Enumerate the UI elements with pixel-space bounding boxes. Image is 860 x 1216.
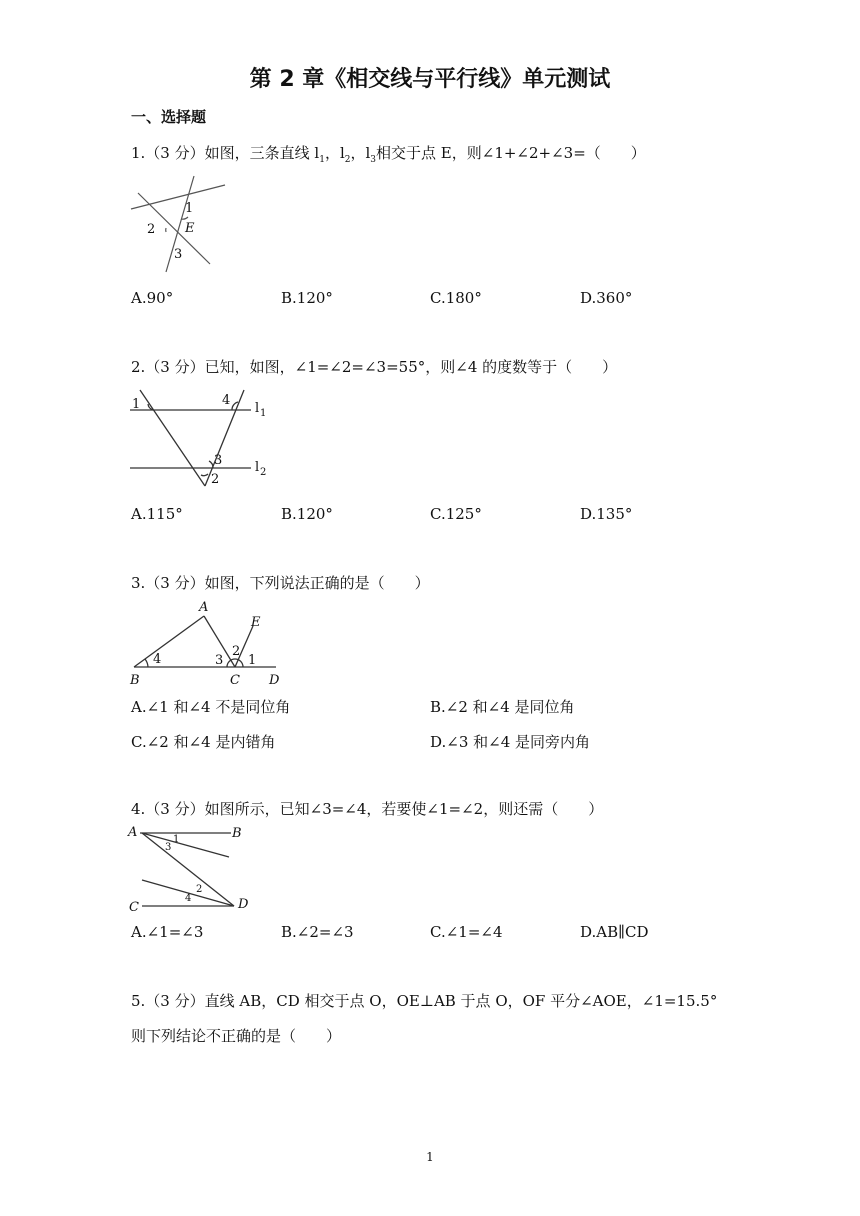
label-angle-1: 1 bbox=[132, 397, 141, 412]
question-1-figure bbox=[128, 172, 228, 272]
label-point-c: C bbox=[230, 673, 240, 688]
angle-arc-4 bbox=[145, 659, 148, 667]
segment-ba bbox=[134, 616, 204, 667]
ray-from-a bbox=[142, 833, 229, 857]
question-4-option-a[interactable]: A.∠1=∠3 bbox=[131, 923, 204, 941]
question-2-option-d[interactable]: D.135° bbox=[580, 505, 633, 523]
label-angle-2: 2 bbox=[211, 472, 220, 487]
label-angle-4: 4 bbox=[222, 393, 231, 408]
question-2-stem: 2.（3 分）已知，如图，∠1=∠2=∠3=55°，则∠4 的度数等于（ ） bbox=[131, 358, 618, 376]
question-5-stem-line-1: 5.（3 分）直线 AB，CD 相交于点 O，OE⊥AB 于点 O，OF 平分∠AOE，∠1=15.5° bbox=[131, 992, 718, 1010]
label-point-d: D bbox=[269, 673, 280, 688]
label-angle-1: 1 bbox=[248, 653, 257, 668]
label-angle-3: 3 bbox=[215, 653, 224, 668]
label-angle-2: 2 bbox=[147, 222, 156, 237]
label-point-a: A bbox=[199, 600, 209, 615]
label-l2-sub: 2 bbox=[260, 467, 267, 478]
question-5-stem-line-2: 则下列结论不正确的是（ ） bbox=[131, 1027, 342, 1045]
question-3-option-d[interactable]: D.∠3 和∠4 是同旁内角 bbox=[430, 733, 591, 751]
label-angle-2: 2 bbox=[196, 884, 203, 895]
question-1-option-d[interactable]: D.360° bbox=[580, 289, 633, 307]
label-angle-3: 3 bbox=[165, 842, 172, 853]
transversal-left bbox=[140, 390, 205, 486]
question-1-stem: 1.（3 分）如图，三条直线 $l_1$，$l_2$，$l_3$相交于点 E，则∠1+∠2+∠3=（ ） bbox=[131, 144, 646, 165]
line-l1 bbox=[131, 185, 225, 209]
label-angle-4: 4 bbox=[153, 652, 162, 667]
question-2-figure bbox=[128, 382, 268, 492]
question-3-option-b[interactable]: B.∠2 和∠4 是同位角 bbox=[430, 698, 575, 716]
label-point-b: B bbox=[130, 673, 140, 688]
label-point-b: B bbox=[232, 826, 242, 841]
question-3-option-a[interactable]: A.∠1 和∠4 不是同位角 bbox=[131, 698, 291, 716]
page-title: 第 2 章《相交线与平行线》单元测试 bbox=[249, 67, 611, 92]
label-point-e: E bbox=[251, 615, 261, 630]
label-angle-3: 3 bbox=[174, 247, 183, 262]
question-2-option-a[interactable]: A.115° bbox=[131, 505, 183, 523]
question-1-option-c[interactable]: C.180° bbox=[430, 289, 482, 307]
question-3-figure bbox=[128, 596, 288, 688]
label-angle-4: 4 bbox=[185, 893, 192, 904]
angle-arc-2 bbox=[201, 474, 208, 476]
question-2-option-c[interactable]: C.125° bbox=[430, 505, 482, 523]
angle-arc-3 bbox=[209, 461, 213, 468]
question-4-figure bbox=[128, 822, 258, 917]
label-l1-sub: 1 bbox=[260, 408, 267, 419]
label-angle-2: 2 bbox=[232, 644, 241, 659]
label-point-e: E bbox=[185, 221, 195, 236]
question-2-option-b[interactable]: B.120° bbox=[281, 505, 333, 523]
label-point-a: A bbox=[128, 825, 138, 840]
label-angle-1: 1 bbox=[173, 834, 180, 845]
section-heading: 一、选择题 bbox=[131, 108, 207, 126]
page-number: 1 bbox=[426, 1150, 434, 1164]
question-1-option-a[interactable]: A.90° bbox=[131, 289, 174, 307]
label-l2: l bbox=[255, 460, 260, 475]
question-4-option-b[interactable]: B.∠2=∠3 bbox=[281, 923, 354, 941]
question-3-stem: 3.（3 分）如图，下列说法正确的是（ ） bbox=[131, 574, 430, 592]
question-4-option-c[interactable]: C.∠1=∠4 bbox=[430, 923, 503, 941]
label-point-c: C bbox=[129, 900, 139, 915]
label-angle-3: 3 bbox=[214, 453, 223, 468]
question-4-stem: 4.（3 分）如图所示，已知∠3=∠4，若要使∠1=∠2，则还需（ ） bbox=[131, 800, 604, 818]
label-l1: l bbox=[255, 401, 260, 416]
question-4-option-d[interactable]: D.AB∥CD bbox=[580, 923, 649, 941]
question-3-option-c[interactable]: C.∠2 和∠4 是内错角 bbox=[131, 733, 276, 751]
label-point-d: D bbox=[238, 897, 249, 912]
question-1-option-b[interactable]: B.120° bbox=[281, 289, 333, 307]
label-angle-1: 1 bbox=[185, 201, 194, 216]
